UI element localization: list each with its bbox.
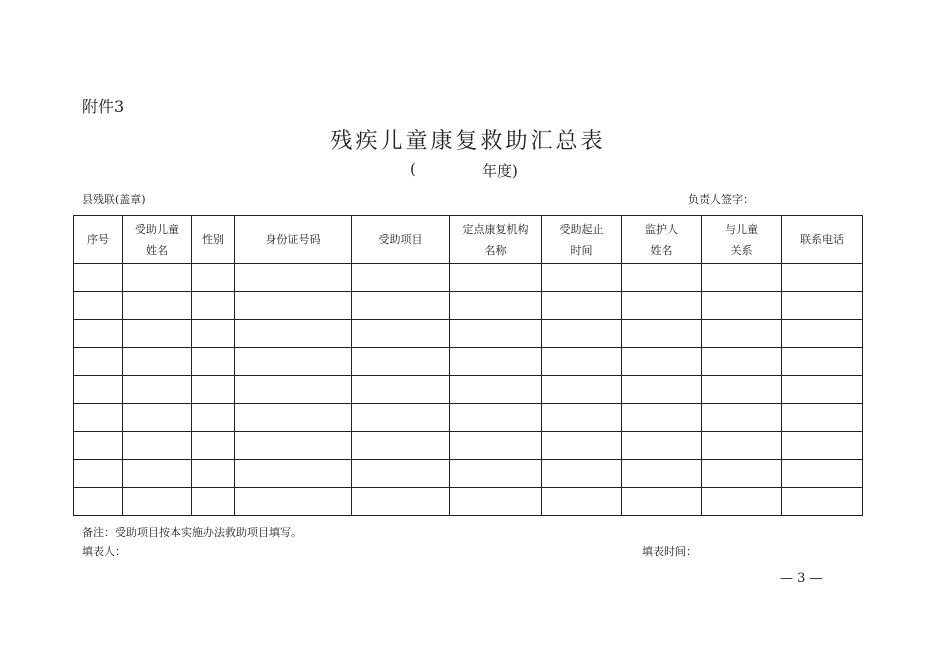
cell-phone[interactable] [782,348,863,376]
cell-phone[interactable] [782,432,863,460]
column-header-text: 受助项目 [378,233,423,246]
fill-time-label: 填表时间： [642,545,697,558]
cell-institution[interactable] [450,264,542,292]
cell-phone[interactable] [782,376,863,404]
cell-relation[interactable] [702,460,782,488]
year-label: 年度) [482,162,518,180]
cell-index[interactable] [74,320,123,348]
cell-id-number[interactable] [235,488,352,516]
column-header-text: 时间 [570,243,593,257]
column-header-phone [782,216,863,264]
attachment-label: 附件3 [82,97,125,116]
org-label: 县残联(盖章) [82,193,146,206]
cell-relation[interactable] [702,320,782,348]
cell-aid-period[interactable] [542,264,622,292]
cell-aid-item[interactable] [352,320,450,348]
cell-guardian-name[interactable] [622,460,702,488]
year-open-paren: ( [410,160,416,178]
cell-relation[interactable] [702,264,782,292]
cell-child-name[interactable] [123,404,192,432]
table-row [74,320,863,348]
cell-gender[interactable] [192,264,235,292]
cell-id-number[interactable] [235,264,352,292]
cell-gender[interactable] [192,460,235,488]
table-row [74,292,863,320]
column-header-text: 受助起止 [559,222,604,236]
cell-aid-period[interactable] [542,348,622,376]
cell-id-number[interactable] [235,376,352,404]
cell-id-number[interactable] [235,404,352,432]
column-header-text: 定点康复机构 [462,222,529,236]
cell-aid-item[interactable] [352,348,450,376]
column-header-text: 名称 [484,243,507,257]
cell-relation[interactable] [702,292,782,320]
cell-phone[interactable] [782,320,863,348]
cell-aid-period[interactable] [542,376,622,404]
column-header-text: 性别 [202,233,224,246]
cell-aid-item[interactable] [352,404,450,432]
column-header-text: 受助儿童 [135,222,179,236]
cell-institution[interactable] [450,292,542,320]
cell-child-name[interactable] [123,488,192,516]
cell-guardian-name[interactable] [622,320,702,348]
cell-child-name[interactable] [123,320,192,348]
table-row [74,264,863,292]
cell-institution[interactable] [450,320,542,348]
cell-index[interactable] [74,376,123,404]
column-header-text: 与儿童 [725,222,758,236]
column-header-institution [450,216,542,264]
cell-phone[interactable] [782,292,863,320]
cell-aid-item[interactable] [352,292,450,320]
table-body [74,264,863,516]
cell-id-number[interactable] [235,432,352,460]
cell-guardian-name[interactable] [622,292,702,320]
table-row [74,348,863,376]
cell-institution[interactable] [450,460,542,488]
cell-guardian-name[interactable] [622,432,702,460]
cell-phone[interactable] [782,404,863,432]
column-header-relation [702,216,782,264]
table-row [74,488,863,516]
column-header-text: 姓名 [650,243,673,257]
table-header-row [74,216,863,264]
document-title: 残疾儿童康复救助汇总表 [330,129,606,154]
cell-gender[interactable] [192,292,235,320]
cell-index[interactable] [74,292,123,320]
column-header-guardian-name [622,216,702,264]
cell-child-name[interactable] [123,264,192,292]
table-row [74,460,863,488]
cell-aid-item[interactable] [352,432,450,460]
cell-aid-item[interactable] [352,460,450,488]
cell-aid-item[interactable] [352,376,450,404]
column-header-text: 身份证号码 [265,233,321,246]
cell-child-name[interactable] [123,376,192,404]
cell-id-number[interactable] [235,292,352,320]
cell-guardian-name[interactable] [622,376,702,404]
summary-table [73,215,863,516]
cell-relation[interactable] [702,404,782,432]
column-header-id-number [235,216,352,264]
cell-institution[interactable] [450,348,542,376]
cell-aid-period[interactable] [542,292,622,320]
cell-institution[interactable] [450,404,542,432]
column-header-text: 姓名 [146,243,168,257]
cell-relation[interactable] [702,376,782,404]
cell-institution[interactable] [450,488,542,516]
cell-relation[interactable] [702,432,782,460]
cell-index[interactable] [74,264,123,292]
cell-child-name[interactable] [123,460,192,488]
cell-gender[interactable] [192,348,235,376]
cell-relation[interactable] [702,348,782,376]
cell-institution[interactable] [450,376,542,404]
cell-institution[interactable] [450,432,542,460]
cell-child-name[interactable] [123,432,192,460]
signer-label: 负责人签字： [688,193,754,206]
table-row [74,376,863,404]
cell-gender[interactable] [192,320,235,348]
cell-index[interactable] [74,404,123,432]
column-header-text: 联系电话 [800,233,844,246]
cell-gender[interactable] [192,488,235,516]
cell-guardian-name[interactable] [622,348,702,376]
column-header-text: 监护人 [645,222,678,236]
column-header-index [74,216,123,264]
cell-index[interactable] [74,488,123,516]
cell-index[interactable] [74,460,123,488]
table-row [74,404,863,432]
cell-index[interactable] [74,348,123,376]
cell-aid-item[interactable] [352,264,450,292]
cell-id-number[interactable] [235,460,352,488]
cell-phone[interactable] [782,460,863,488]
cell-aid-item[interactable] [352,488,450,516]
cell-gender[interactable] [192,432,235,460]
cell-child-name[interactable] [123,292,192,320]
cell-id-number[interactable] [235,348,352,376]
cell-phone[interactable] [782,264,863,292]
table-row [74,432,863,460]
filler-label: 填表人： [82,545,126,558]
column-header-text: 序号 [87,233,109,246]
cell-child-name[interactable] [123,348,192,376]
cell-guardian-name[interactable] [622,488,702,516]
cell-guardian-name[interactable] [622,404,702,432]
cell-aid-period[interactable] [542,432,622,460]
column-header-gender [192,216,235,264]
cell-aid-period[interactable] [542,488,622,516]
column-header-child-name [123,216,192,264]
page-number: — 3 — [780,571,823,586]
cell-phone[interactable] [782,488,863,516]
cell-index[interactable] [74,432,123,460]
cell-guardian-name[interactable] [622,264,702,292]
cell-relation[interactable] [702,488,782,516]
cell-gender[interactable] [192,404,235,432]
column-header-text: 关系 [730,243,753,257]
cell-gender[interactable] [192,376,235,404]
column-header-aid-period [542,216,622,264]
cell-id-number[interactable] [235,320,352,348]
column-header-aid-item [352,216,450,264]
cell-aid-period[interactable] [542,404,622,432]
cell-aid-period[interactable] [542,320,622,348]
remark-note: 备注：受助项目按本实施办法救助项目填写。 [82,526,302,539]
cell-aid-period[interactable] [542,460,622,488]
